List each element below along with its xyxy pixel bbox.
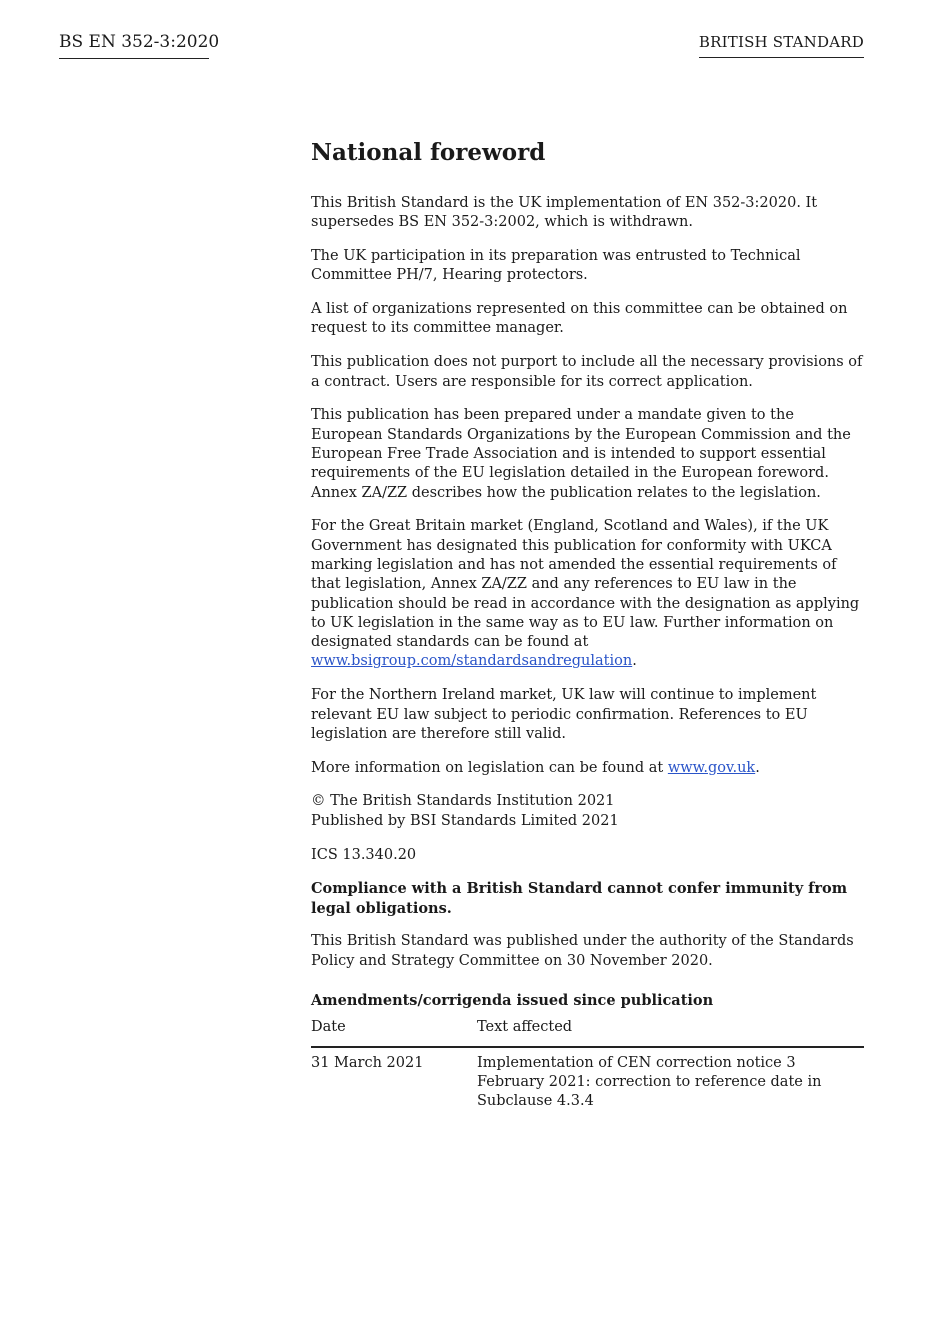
- amendments-table: [311, 1018, 864, 1111]
- gov-uk-link[interactable]: www.gov.uk: [667, 759, 756, 776]
- paragraph-committee: The UK participation in its preparation was entrusted to Technical Committee PH/7, Hearing protectors.: [311, 248, 801, 284]
- copyright-line: © The British Standards Institution 2021: [311, 793, 615, 810]
- publisher-line: Published by BSI Standards Limited 2021: [311, 812, 619, 829]
- amendment-text: Implementation of CEN correction notice 3 February 2021: correction to reference date in Subclause 4.3.4: [477, 1054, 822, 1110]
- amendment-date: 31 March 2021: [311, 1054, 424, 1071]
- paragraph-more-info-text: More information on legislation can be found at: [311, 759, 668, 776]
- paragraph-more-info-end: .: [755, 759, 760, 776]
- paragraph-provisions: This publication does not purport to include all the necessary provisions of a contract. Users are responsible for its correct application.: [311, 354, 863, 390]
- paragraph-northern-ireland: For the Northern Ireland market, UK law will continue to implement relevant EU law subject to periodic confirmation. References to EU legislation are therefore still valid.: [311, 687, 817, 742]
- paragraph-mandate: This publication has been prepared under a mandate given to the European Standards Organizations by the European Commission and the European Free Trade Association and is intended to support essential requirements of the EU legislation detailed in the European foreword. Annex ZA/ZZ describes how the publication relates to the legislation.: [311, 407, 851, 501]
- table-row: [311, 1047, 864, 1112]
- amendments-header-row: [311, 1018, 864, 1046]
- standard-type-label: BRITISH STANDARD: [699, 32, 864, 58]
- page-title: National foreword: [311, 139, 546, 166]
- amendments-heading: Amendments/corrigenda issued since publication: [311, 992, 714, 1009]
- paragraph-great-britain-end: .: [632, 653, 637, 670]
- paragraph-great-britain: [311, 517, 867, 671]
- paragraph-more-info: [311, 759, 867, 778]
- national-foreword-section: [311, 138, 867, 1111]
- column-header-date: Date: [311, 1018, 477, 1046]
- column-header-text-affected: Text affected: [477, 1018, 864, 1046]
- copyright-block: [311, 792, 867, 831]
- paragraph-implementation: This British Standard is the UK implementation of EN 352-3:2020. It supersedes BS EN 352-3:2002, which is withdrawn.: [311, 195, 818, 231]
- bsigroup-link[interactable]: www.bsigroup.com/standardsandregulation: [311, 653, 633, 670]
- paragraph-authority: This British Standard was published under the authority of the Standards Policy and Strategy Committee on 30 November 2020.: [311, 933, 854, 969]
- compliance-notice: Compliance with a British Standard cannot confer immunity from legal obligations.: [311, 880, 848, 917]
- ics-code: ICS 13.340.20: [311, 846, 417, 863]
- paragraph-organizations: A list of organizations represented on this committee can be obtained on request to its committee manager.: [311, 301, 848, 337]
- paragraph-great-britain-text: For the Great Britain market (England, Scotland and Wales), if the UK Government has designated this publication for conformity with UKCA marking legislation and has not amended the essential requirements of that legislation, Annex ZA/ZZ and any references to EU law in the publication should be read in accordance with the designation as applying to UK legislation in the same way as to EU law. Further information on designated standards can be found at: [311, 518, 860, 651]
- document-id: BS EN 352-3:2020: [59, 31, 209, 59]
